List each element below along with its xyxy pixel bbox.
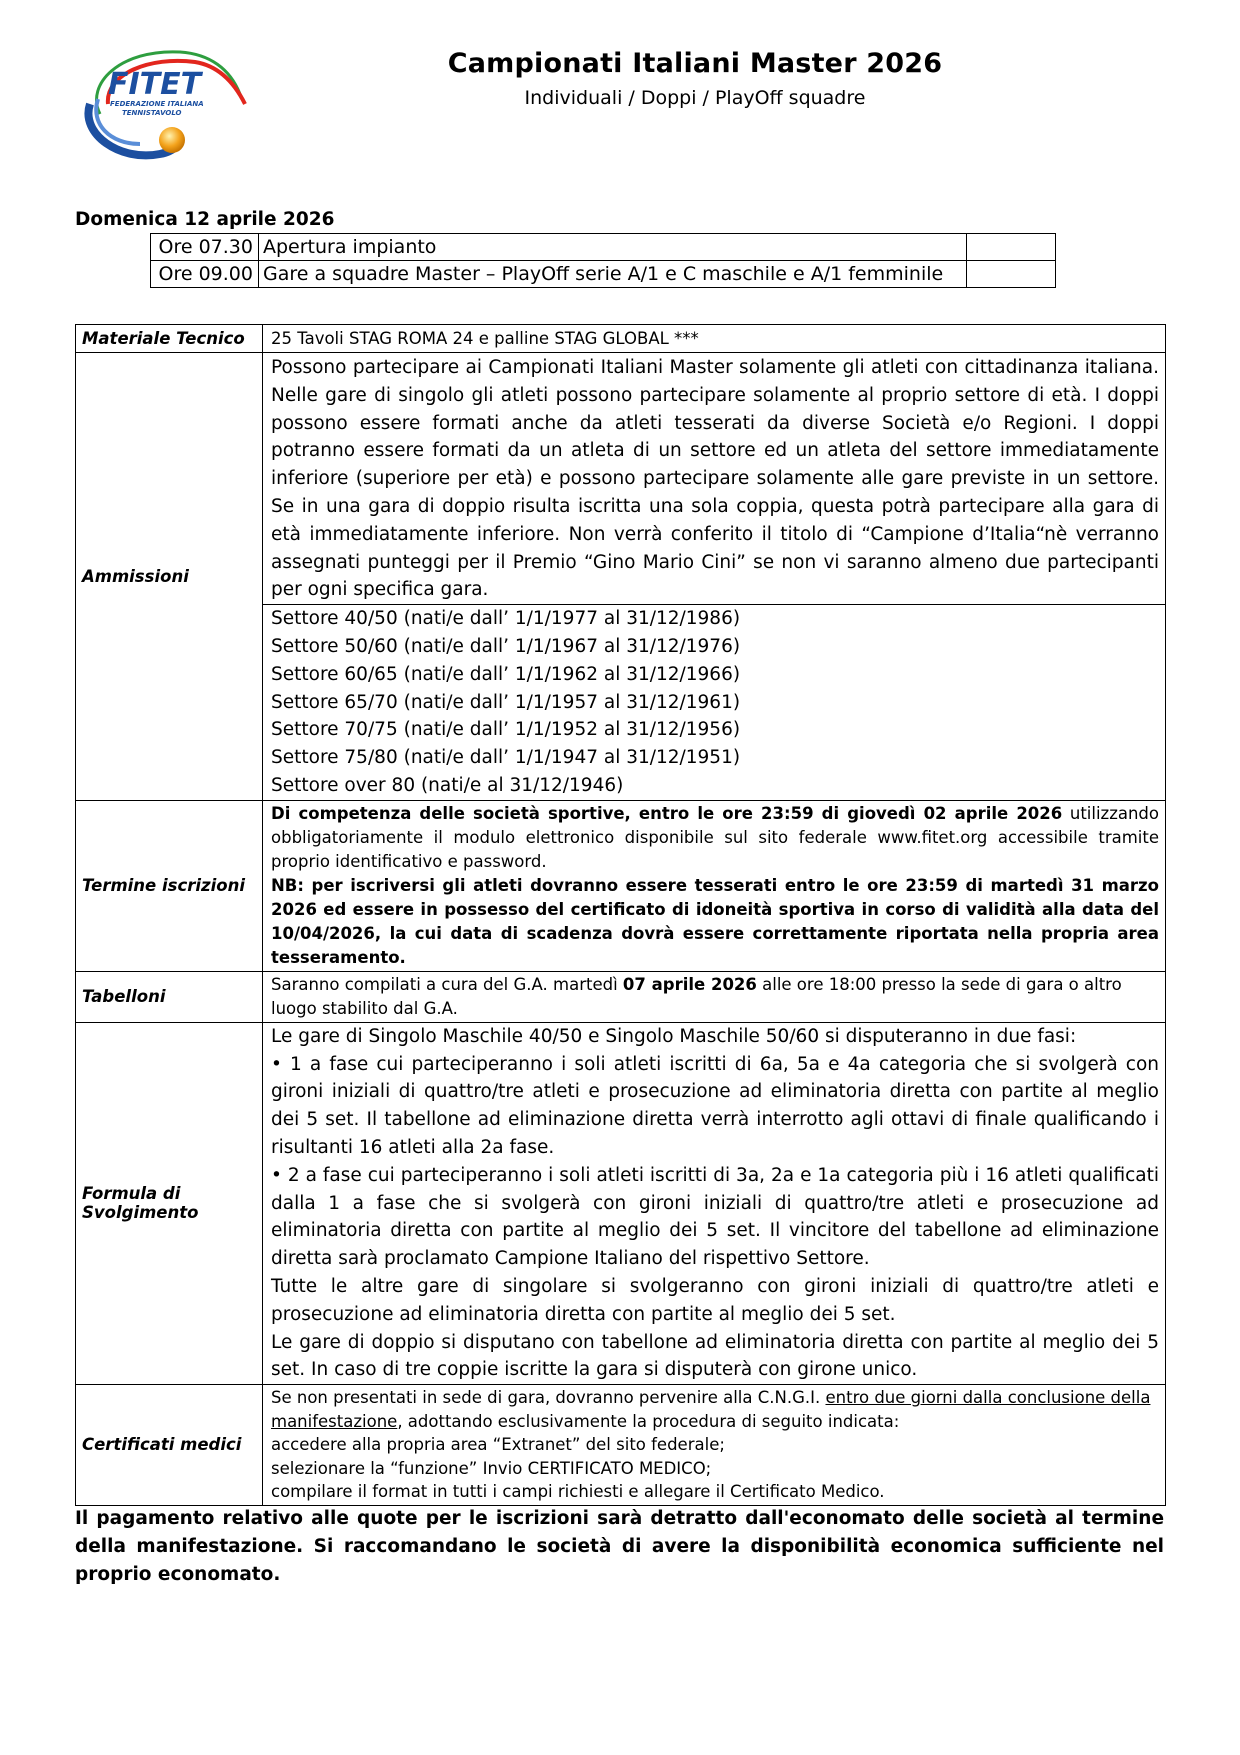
footer-note: Il pagamento relativo alle quote per le iscrizioni sarà detratto dall'economato delle società al termine della manifestazione. Si raccomandano le società di avere la disponibilità economica sufficiente nel proprio economato. [75,1508,1164,1585]
cert-step: selezionare la “funzione” Invio CERTIFICATO MEDICO; [271,1458,712,1478]
logo-text: FITET [108,67,202,102]
logo-subtext: TENNISTAVOLO [122,109,182,117]
tabelloni-date: 07 aprile 2026 [622,974,757,994]
row-ammissioni [76,353,1166,605]
settore-item: Settore 50/60 (nati/e dall’ 1/1/1967 al 31/12/1976) [271,635,741,657]
settore-item: Settore 70/75 (nati/e dall’ 1/1/1952 al 31/12/1956) [271,719,741,741]
schedule-time: Ore 09.00 [151,261,259,288]
logo-subtext: FEDERAZIONE ITALIANA [110,100,204,108]
termine-text: utilizzando obbligatoriamente il modulo elettronico disponibile sul sito federale www.fitet.org accessibile tramite proprio identificativo e password. [271,803,1159,871]
formula-fase1: • 1 a fase cui parteciperanno i soli atleti iscritti di 6a, 5a e 4a categoria che si svolgerà con gironi iniziali di quattro/tre atleti e prosecuzione ad eliminatoria diretta con partite al meglio dei 5 set. Il tabellone ad eliminazione diretta verrà interrotto agli ottavi di finale qualificando i risultanti 16 atleti alla 2a fase. [271,1053,1159,1158]
schedule-desc: Apertura impianto [259,234,967,261]
page-subtitle: Individuali / Doppi / PlayOff squadre [524,87,866,109]
cert-step: accedere alla propria area “Extranet” del sito federale; [271,1435,725,1455]
settore-item: Settore 75/80 (nati/e dall’ 1/1/1947 al 31/12/1951) [271,747,741,769]
schedule-row [151,261,1056,288]
label-formula-line: Formula di [82,1184,181,1204]
schedule-time: Ore 07.30 [151,234,259,261]
row-certificati [76,1385,1166,1506]
schedule-table [150,233,1056,288]
row-formula [76,1022,1166,1384]
value-certificati [263,1385,1166,1506]
row-materiale [76,325,1166,353]
cert-step: compilare il format in tutti i campi richiesti e allegare il Certificato Medico. [271,1482,885,1502]
formula-intro: Le gare di Singolo Maschile 40/50 e Singolo Maschile 50/60 si disputeranno in due fasi: [271,1025,1077,1047]
label-ammissioni: Ammissioni [76,353,263,801]
fitet-logo [80,44,255,162]
label-materiale: Materiale Tecnico [76,325,263,353]
cert-deadline: entro due giorni dalla conclusione della manifestazione [271,1388,1151,1431]
termine-deadline: Di competenza delle società sportive, entro le ore 23:59 di giovedì 02 aprile 2026 [271,803,1063,823]
settore-item: Settore 40/50 (nati/e dall’ 1/1/1977 al 31/12/1986) [271,608,741,630]
value-termine [263,800,1166,971]
settore-item: Settore 65/70 (nati/e dall’ 1/1/1957 al 31/12/1961) [271,691,741,713]
value-formula [263,1022,1166,1384]
value-materiale: 25 Tavoli STAG ROMA 24 e palline STAG GLOBAL *** [263,325,1166,353]
schedule-empty-cell [967,261,1056,288]
info-table [75,324,1166,1506]
label-tabelloni: Tabelloni [76,971,263,1022]
formula-altre: Tutte le altre gare di singolare si svolgeranno con gironi iniziali di quattro/tre atleti e prosecuzione ad eliminatoria diretta con partite al meglio dei 5 set. [271,1275,1159,1325]
settore-item: Settore 60/65 (nati/e dall’ 1/1/1962 al 31/12/1966) [271,663,741,685]
label-formula-line: Svolgimento [82,1203,199,1223]
row-termine [76,800,1166,971]
schedule-empty-cell [967,234,1056,261]
tabelloni-pre: Saranno compilati a cura del G.A. martedì [271,974,623,994]
formula-doppio: Le gare di doppio si disputano con tabellone ad eliminatoria diretta con partite al meglio dei 5 set. In caso di tre coppie iscritte la gara si disputerà con girone unico. [271,1331,1159,1381]
schedule-desc: Gare a squadre Master – PlayOff serie A/1 e C maschile e A/1 femminile [259,261,967,288]
schedule-date: Domenica 12 aprile 2026 [75,209,335,230]
title-block [395,48,995,109]
page-title: Campionati Italiani Master 2026 [447,48,943,79]
row-tabelloni [76,971,1166,1022]
value-ammissioni-text: Possono partecipare ai Campionati Italiani Master solamente gli atleti con cittadinanza italiana. Nelle gare di singolo gli atleti possono partecipare solamente al proprio settore di età. I doppi possono essere formati anche da atleti tesserati da diverse Società e/o Regioni. I doppi potranno essere formati da un atleta di un settore ed un atleta del settore immediatamente inferiore (superiore per età) e possono partecipare solamente alle gare previste in un settore. Se in una gara di doppio risulta iscritta una sola coppia, questa potrà partecipare alla gara di età immediatamente inferiore. Non verrà conferito il titolo di “Campione d’Italia“nè verranno assegnati punteggi per il Premio “Gino Mario Cini” se non vi saranno almeno due partecipanti per ogni specifica gara. [263,353,1166,605]
termine-nb: NB: per iscriversi gli atleti dovranno essere tesserati entro le ore 23:59 di martedì 31 marzo 2026 ed essere in possesso del certificato di idoneità sportiva in corso di validità alla data del 10/04/2026, la cui data di scadenza dovrà essere correttamente riportata nella propria area tesseramento. [271,875,1159,967]
cert-intro: Se non presentati in sede di gara, dovranno pervenire alla C.N.G.I. [271,1388,826,1408]
label-certificati: Certificati medici [76,1385,263,1506]
cert-intro-end: , adottando esclusivamente la procedura di seguito indicata: [397,1411,900,1431]
label-formula [76,1022,263,1384]
settore-item: Settore over 80 (nati/e al 31/12/1946) [271,774,624,796]
settori-list [263,605,1166,801]
schedule-row [151,234,1056,261]
tabelloni-post: alle ore 18:00 presso la sede di gara o altro luogo stabilito dal G.A. [271,974,1122,1018]
value-tabelloni [263,971,1166,1022]
label-termine: Termine iscrizioni [76,800,263,971]
formula-fase2: • 2 a fase cui parteciperanno i soli atleti iscritti di 3a, 2a e 1a categoria più i 16 atleti qualificati dalla 1 a fase che si svolgerà con gironi iniziali di quattro/tre atleti e prosecuzione ad eliminatoria diretta con partite al meglio dei 5 set. Il vincitore del tabellone ad eliminazione diretta sarà proclamato Campione Italiano del rispettivo Settore. [271,1164,1159,1270]
